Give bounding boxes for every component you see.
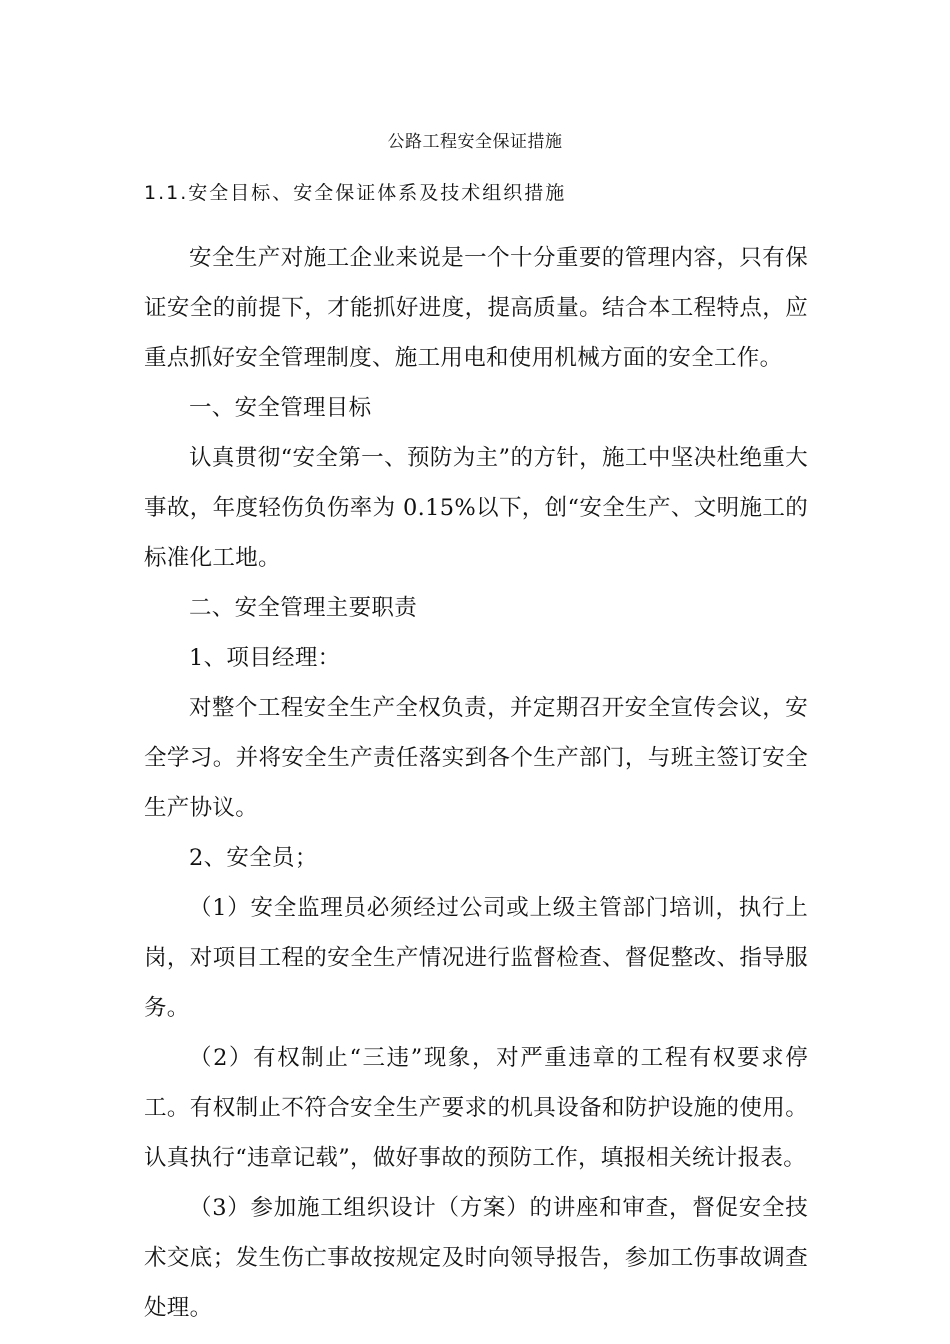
item-safety-officer: 2、安全员； [189,845,318,871]
safety-officer-duty-2: （2）有权制止“三违”现象，对严重违章的工程有权要求停工。有权制止不符合安全生产要求的机具设备和防护设施的使用。认真执行“违章记载”，做好事故的预防工作，填报相关统计报表。 [144,1045,808,1171]
intro-paragraph: 安全生产对施工企业来说是一个十分重要的管理内容，只有保证安全的前提下，才能抓好进度，提高质量。结合本工程特点，应重点抓好安全管理制度、施工用电和使用机械方面的安全工作。 [144,245,808,371]
subheading-safety-goal: 一、安全管理目标 [189,395,372,421]
document-body [144,233,808,1333]
safety-officer-duty-1: （1）安全监理员必须经过公司或上级主管部门培训，执行上岗，对项目工程的安全生产情况进行监督检查、督促整改、指导服务。 [144,895,808,1021]
safety-goal-paragraph: 认真贯彻“安全第一、预防为主”的方针，施工中坚决杜绝重大事故，年度轻伤负伤率为 0.15%以下，创“安全生产、文明施工的标准化工地。 [144,445,808,571]
section-heading: 1.1.安全目标、安全保证体系及技术组织措施 [144,182,567,204]
safety-officer-duty-3: （3）参加施工组织设计（方案）的讲座和审查，督促安全技术交底；发生伤亡事故按规定及时向领导报告，参加工伤事故调查处理。 [144,1195,808,1321]
project-manager-paragraph: 对整个工程安全生产全权负责，并定期召开安全宣传会议，安全学习。并将安全生产责任落实到各个生产部门，与班主签订安全生产协议。 [144,695,808,821]
document-title: 公路工程安全保证措施 [387,132,563,152]
subheading-responsibilities: 二、安全管理主要职责 [189,595,418,621]
item-project-manager: 1、项目经理： [189,645,341,671]
